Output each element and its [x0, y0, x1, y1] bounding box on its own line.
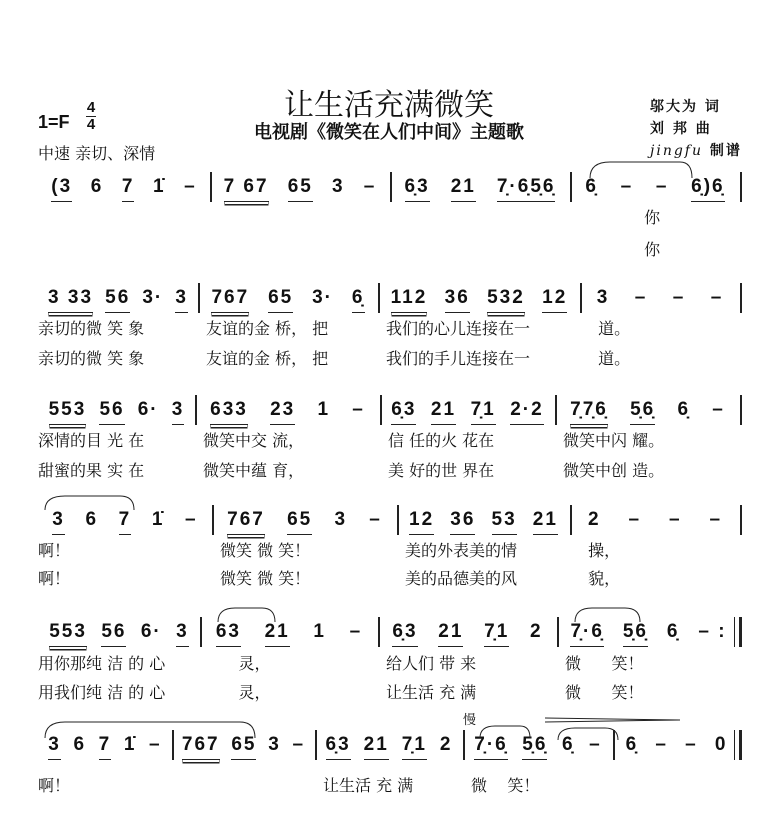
note-group: 532 [487, 287, 525, 313]
bar-line [397, 505, 399, 535]
note-group: 6· [140, 621, 162, 642]
note-group: 56 [105, 287, 130, 313]
composer: 刘 邦 曲 [650, 121, 712, 137]
note-group: 1̇ [152, 176, 166, 197]
note-group: 6 [73, 734, 87, 755]
note-group: 7̣·6̣ [474, 734, 507, 760]
lyric-text: 微 笑！ [565, 683, 644, 702]
note-group: 63 [216, 621, 241, 647]
note-group: (3 [51, 176, 72, 202]
song-subtitle: 电视剧《微笑在人们中间》主题歌 [254, 122, 524, 143]
measure [574, 176, 736, 206]
note-group: 3 33 [48, 287, 93, 313]
bar-line [740, 172, 742, 202]
lyric-text: 微笑 微 笑！ [220, 541, 311, 560]
measure [319, 734, 459, 764]
bar-line [740, 283, 742, 313]
note-group: 3· [142, 287, 164, 308]
lyric-text: 甜蜜的果 实 在 [38, 461, 145, 480]
note-group: 6̣ [677, 399, 691, 420]
measure [394, 176, 566, 206]
lyric-text: 我们的心儿连接在一 [386, 319, 531, 338]
note-group: 7̣1 [471, 399, 496, 425]
note-group: – [685, 734, 698, 755]
note-group: 3· [312, 287, 334, 308]
note-group: 0 [714, 734, 728, 755]
bar-line [212, 505, 214, 535]
note-group: 6̣3 [391, 399, 416, 425]
lyric-text: 微笑中创 造。 [563, 461, 665, 480]
note-group: – [185, 509, 198, 530]
lyric-text: 美 好的世 界在 [388, 461, 495, 480]
measure [467, 734, 609, 764]
measure [561, 621, 736, 651]
note-group: – [620, 176, 634, 197]
time-bottom: 4 [86, 116, 96, 133]
note-group: 2·2 [510, 399, 543, 425]
lyric-text: 微笑 微 笑！ [220, 569, 311, 588]
note-group: – [292, 734, 306, 755]
measure [584, 287, 736, 317]
note-group: 1 [313, 621, 326, 642]
lyric-text: 啊！ [38, 776, 71, 795]
note-group: 23 [270, 399, 295, 425]
note-group: 3 [48, 734, 61, 760]
bar-line [195, 395, 197, 425]
note-group: – [149, 734, 162, 755]
note-group: 6̣ [352, 287, 365, 313]
note-group: 6̣ [666, 621, 680, 642]
note-group: 1̇ [123, 734, 137, 755]
decrescendo-hairpin [540, 712, 685, 728]
note-group: 12 [542, 287, 567, 313]
note-group: 65 [268, 287, 293, 313]
lyric-text: 信 任的火 花在 [388, 431, 495, 450]
note-group: – [184, 176, 197, 197]
measure [42, 734, 168, 764]
note-group: – [628, 509, 642, 530]
note-group: 3 [268, 734, 281, 755]
bar-line [557, 617, 559, 647]
lyric-text: 微笑中闪 耀。 [563, 431, 665, 450]
bar-line [570, 505, 572, 535]
lyric-text: 用我们纯 洁 的 心 [38, 683, 166, 702]
lyric-text: 让生活 充 满 [323, 776, 414, 795]
note-group: 6̣3 [326, 734, 351, 760]
bar-line [580, 283, 582, 313]
note-group: 3 [52, 509, 65, 535]
lyric-text: 亲切的微 笑 象 [38, 319, 145, 338]
note-group: 7̣7̣6̣ [570, 399, 608, 425]
lyric-text: 道。 [588, 319, 631, 338]
lyric-text: 啊！ [38, 541, 71, 560]
lyric-text: 我们的手儿连接在一 [386, 349, 531, 368]
note-group: 7̣1 [484, 621, 509, 647]
note-group: – [352, 399, 365, 420]
lyric-text: 啊！ [38, 569, 71, 588]
note-group: 6 [85, 509, 99, 530]
time-signature [86, 100, 96, 133]
note-group: 6· [137, 399, 159, 420]
note-group: 5̣6̣ [522, 734, 547, 760]
note-group: 53 [492, 509, 517, 535]
bar-line [378, 617, 380, 647]
note-group: 21 [265, 621, 290, 647]
slow-marking: 慢 [463, 713, 477, 728]
measure [42, 399, 191, 429]
note-group: 3 [596, 287, 610, 308]
bar-line [172, 730, 174, 760]
note-group: – [672, 287, 686, 308]
note-group: 1 [317, 399, 331, 420]
note-group: 56 [99, 399, 124, 425]
note-group: 7̣·6̣5̣6̣ [497, 176, 556, 202]
lyric-text: 友谊的金 桥， 把 [206, 319, 329, 338]
note-group: – [712, 399, 725, 420]
note-group: 6̣ [585, 176, 598, 197]
note-group: 767 [211, 287, 249, 313]
measure [382, 621, 553, 651]
time-top: 4 [86, 99, 96, 116]
lyric-text: 微笑中蕴 育， [203, 461, 305, 480]
bar-line [198, 283, 200, 313]
note-group: 112 [391, 287, 428, 313]
song-title: 让生活充满微笑 [284, 88, 494, 123]
lyric-text: 深情的目 光 在 [38, 431, 145, 450]
note-group: 3 [334, 509, 348, 530]
lyric-text: 给人们 带 来 [386, 654, 477, 673]
slur-arc [45, 496, 134, 510]
bar-line [555, 395, 557, 425]
note-group: 36 [450, 509, 475, 535]
measure [176, 734, 311, 764]
note-group: 767 [182, 734, 220, 760]
measure [42, 509, 208, 539]
note-group: 7̣1 [402, 734, 427, 760]
bar-line [380, 395, 382, 425]
arranger-name: jingfu [650, 143, 703, 159]
note-group: 7 67 [224, 176, 269, 202]
note-group: 3 [175, 287, 188, 313]
bar-line [740, 505, 742, 535]
lyric-text: 让生活 充 满 [386, 683, 477, 702]
lyric-text: 操， [578, 541, 621, 560]
lyric-text: 友谊的金 桥， 把 [206, 349, 329, 368]
measure [42, 176, 206, 206]
bar-line [200, 617, 202, 647]
note-group: – [709, 509, 723, 530]
bar-line [378, 283, 380, 313]
note-group: 6̣3 [405, 176, 430, 202]
bar-line [390, 172, 392, 202]
note-group: 65 [287, 509, 312, 535]
measure [199, 399, 376, 429]
bar-line [570, 172, 572, 202]
bar-line [315, 730, 317, 760]
lyric-text: 美的外表美的情 [405, 541, 518, 560]
bar-line [463, 730, 465, 760]
lyric-text: 微 笑！ [565, 654, 644, 673]
bar-line [734, 617, 735, 647]
lyric-text: 灵， [208, 654, 271, 673]
note-group: 553 [49, 399, 87, 425]
note-group: 7 [122, 176, 135, 202]
lyric-text: 微笑中交 流， [203, 431, 305, 450]
measure [574, 509, 736, 539]
note-group: – : [698, 621, 727, 642]
note-group: 3 [172, 399, 185, 425]
lyric-text: 美的品德美的风 [405, 569, 518, 588]
note-group: 633 [210, 399, 248, 425]
note-group: 65 [231, 734, 256, 760]
note-group: 2 [530, 621, 543, 642]
credits [650, 96, 742, 162]
note-group: 767 [227, 509, 265, 535]
bar-line [739, 617, 742, 647]
note-group: – [668, 509, 682, 530]
note-group: 3 [332, 176, 345, 197]
note-group: – [589, 734, 602, 755]
note-group: 7 [99, 734, 112, 760]
lyric-text: 微 笑！ [471, 776, 540, 795]
note-group: 21 [364, 734, 389, 760]
lyric-text: 貌， [578, 569, 621, 588]
measure [202, 287, 374, 317]
note-group: 21 [451, 176, 476, 202]
note-group: 7̣·6̣ [570, 621, 603, 647]
key-signature: 1=F [38, 112, 70, 132]
note-group: – [363, 176, 377, 197]
arranger-suffix: 制谱 [709, 143, 742, 159]
note-group: 1̇ [151, 509, 165, 530]
lyricist: 邬大为 词 [650, 99, 721, 115]
note-group: 7 [119, 509, 132, 535]
measure [42, 621, 196, 651]
note-group: 36 [445, 287, 470, 313]
note-group: 21 [438, 621, 463, 647]
measure [559, 399, 736, 429]
note-group: 6 [90, 176, 104, 197]
note-group: – [349, 621, 363, 642]
note-group: 5̣6̣ [630, 399, 655, 425]
measure [216, 509, 393, 539]
lyric-text: 用你那纯 洁 的 心 [38, 654, 166, 673]
note-group: 5̣6̣ [623, 621, 648, 647]
note-group: 6̣ [625, 734, 639, 755]
note-group: 3 [176, 621, 189, 647]
note-group: – [655, 176, 669, 197]
bar-line [210, 172, 212, 202]
note-group: 21 [431, 399, 456, 425]
measure [382, 287, 576, 317]
note-group: 21 [533, 509, 558, 535]
note-group: 2 [587, 509, 601, 530]
measure [214, 176, 386, 206]
tempo-marking: 中速 亲切、深情 [38, 144, 156, 163]
note-group: 6̣3 [392, 621, 417, 647]
measure [384, 399, 551, 429]
measure [42, 287, 194, 317]
lyric-text: 灵， [208, 683, 271, 702]
bar-line [740, 395, 742, 425]
lyric-text: 亲切的微 笑 象 [38, 349, 145, 368]
note-group: 65 [288, 176, 313, 202]
note-group: 2 [439, 734, 453, 755]
lyric-text: 你 [578, 208, 661, 227]
bar-line [613, 730, 615, 760]
slur-arc [218, 608, 275, 622]
lyric-text: 你 [578, 240, 661, 259]
note-group: – [634, 287, 648, 308]
measure [401, 509, 566, 539]
note-group: – [369, 509, 382, 530]
note-group: 6̣)6̣ [691, 176, 724, 202]
note-group: 6̣ [561, 734, 575, 755]
note-group: – [655, 734, 668, 755]
lyric-text: 道。 [588, 349, 631, 368]
measure [617, 734, 736, 764]
note-group: 56 [101, 621, 126, 647]
bar-line [734, 730, 735, 760]
note-group: 12 [409, 509, 434, 535]
slur-arc [575, 608, 640, 622]
note-group: 553 [49, 621, 87, 647]
measure [204, 621, 374, 651]
note-group: – [710, 287, 724, 308]
bar-line [739, 730, 742, 760]
